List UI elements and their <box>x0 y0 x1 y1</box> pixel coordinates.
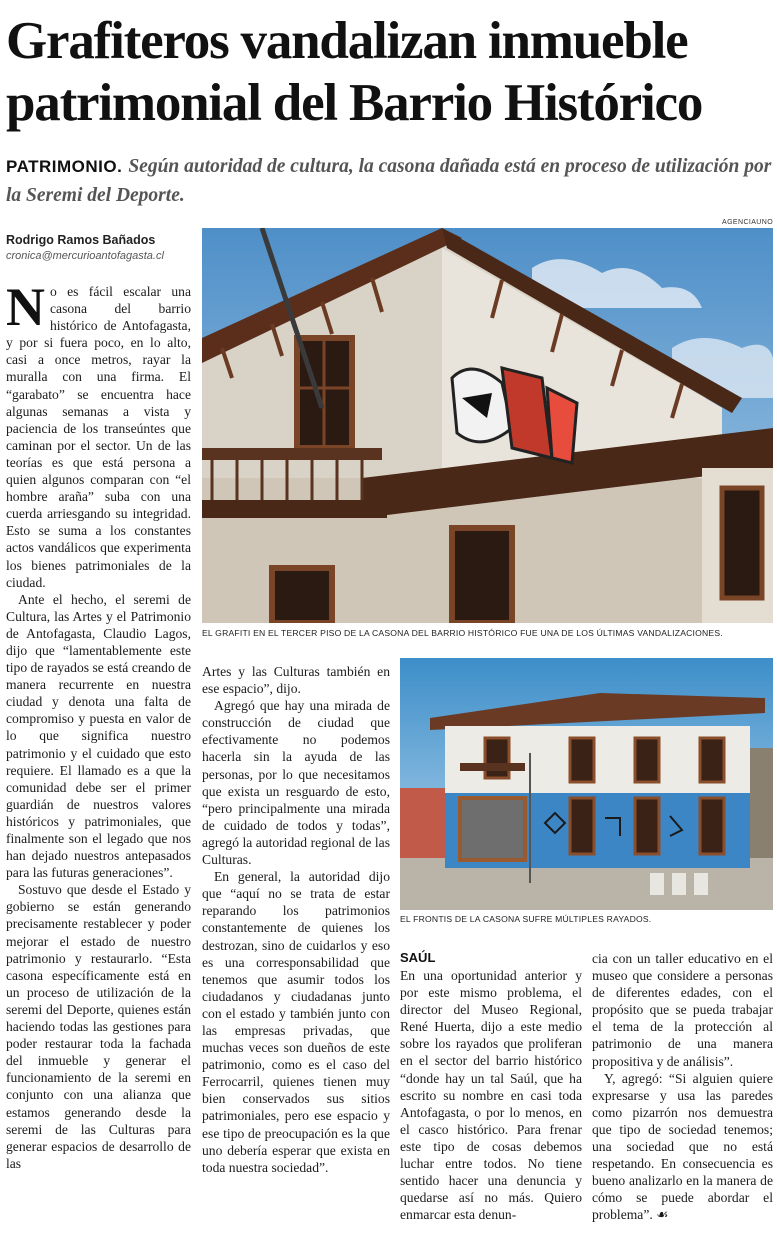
section-subhead: SAÚL <box>400 950 436 965</box>
photo-2-caption: EL FRONTIS DE LA CASONA SUFRE MÚLTIPLES RAYADOS. <box>400 914 652 924</box>
end-mark: ☙ <box>656 1207 669 1223</box>
drop-cap: N <box>6 277 45 337</box>
paragraph-3: Sostuvo que desde el Estado y gobierno se están generando precisamente restablecer y poder mejorar el estado de nuestro patrimonio y restaurarlo. “Esta casona específicamente está en un proceso de utilización de la seremi del Deporte, quienes están haciendo todas las gestiones para poder restaurar toda la fachada del inmueble y generar el funcionamiento de la seremi en conjunto con una alianza que estamos generando desde la seremi de las Culturas para generar espacios de desarrollo de las <box>6 882 191 1171</box>
casona-frontis-illustration <box>400 658 773 910</box>
paragraph-7: En una oportunidad anterior y por este mismo problema, el director del Museo Regional, René Huerta, dijo a este medio sobre los rayados que proliferan en el sector del barrio histórico “donde hay un tal Saúl, que ha escrito su nombre en casi toda Antofagasta, o por lo menos, en el casco histórico. Para frenar este tipo de cosas debemos luchar entre todos. No tiene sentido hacer una denuncia y quedarse así no más. Quiero enmarcar esta denun- <box>400 968 582 1223</box>
deck-text: Según autoridad de cultura, la casona dañada está en proceso de utilización por la Seremi del Deporte. <box>6 156 772 206</box>
deck <box>6 152 772 210</box>
paragraph-9: Y, agregó: “Si alguien quiere expresarse y usa las paredes como pizarrón nos demuestra que tipo de sociedad tenemos; una sociedad que no está respetando. En consecuencia es bueno analizarlo en la manera de cómo se puede abordar el problema”. ☙ <box>592 1070 773 1223</box>
author-byline: Rodrigo Ramos Bañados <box>6 233 156 247</box>
photo-credit: AGENCIAUNO <box>722 219 774 226</box>
paragraph-1: No es fácil escalar una casona del barrio histórico de Antofagasta, y por si fuera poco, en lo alto, casi a once metros, rayar la muralla con una firma. El “garabato” se encuentra hace algunas semanas a vista y paciencia de los transeúntes que caminan por el sector. Un de las teorías es que está persona a quien algunos comparan con “el hombre araña” suba con una cuerda arriesgando su integridad. Esto se suma a los constantes actos vandálicos que experimenta los bienes patrimoniales de la ciudad. <box>6 277 191 590</box>
paragraph-5: Agregó que hay una mirada de construcción de ciudad que efectivamente no podemos hacerla sin la ayuda de las personas, por lo que necesitamos que exista un resguardo de esto, “pero principalmente una mirada de cuidado de todos y todas”, agregó la autoridad regional de las Culturas. <box>202 698 390 868</box>
paragraph-2: Ante el hecho, el seremi de Cultura, las Artes y el Patrimonio de Antofagasta, Claudio Lagos, dijo que “lamentablemente este tipo de rayados se está creando de manera recurrente en nuestra ciudad y denota una falta de compromiso y puesta en valor de lo que significa nuestro patrimonio y el cuidado que esto requiere. El llamado es a que la comunidad debe ser el primer guardián de nuestros valores históricos y patrimoniales, que finalmente son el legado que nos han dejado nuestros antepasados para las futuras generaciones”. <box>6 591 191 881</box>
headline <box>6 10 774 134</box>
paragraph-8: cia con un taller educativo en el museo que considere a personas de diferentes edades, con el propósito que se pueda trabajar el tema de la protección al patrimonio de una manera propositiva y de análisis”. <box>592 951 773 1069</box>
headline-line-1: Grafiteros vandalizan inmueble <box>6 12 688 70</box>
kicker: PATRIMONIO. <box>6 157 123 176</box>
photo-casona-frontis <box>400 658 773 910</box>
article-column-2 <box>202 663 390 1176</box>
paragraph-4: Artes y las Culturas también en ese espacio”, dijo. <box>202 664 390 697</box>
casona-graffiti-illustration <box>202 228 773 623</box>
author-email: cronica@mercurioantofagasta.cl <box>6 250 164 262</box>
photo-casona-graffiti <box>202 228 773 623</box>
article-column-3 <box>400 967 582 1223</box>
headline-line-2: patrimonial del Barrio Histórico <box>6 74 703 132</box>
photo-1-caption: EL GRAFITI EN EL TERCER PISO DE LA CASONA DEL BARRIO HISTÓRICO FUE UNA DE LOS ÚLTIMAS VANDALIZACIONES. <box>202 628 723 638</box>
paragraph-6: En general, la autoridad dijo que “aquí no se trata de estar reparando los patrimonios constantemente de quienes los destrozan, sino de cuidarlos y eso es una corresponsabilidad que tenemos que asumir todos los ciudadanos y ciudadanas junto con el estado y también junto con las empresas privadas, que muchas veces son dueños de este patrimonio, como es el caso del Ferrocarril, quienes tienen muy bien conservados sus sitios patrimoniales, pero ese espacio y ese tipo de preocupación es la que uno debería esperar que exista en toda nuestra sociedad”. <box>202 869 390 1175</box>
article-column-1 <box>6 277 191 1172</box>
article-column-4 <box>592 950 773 1224</box>
